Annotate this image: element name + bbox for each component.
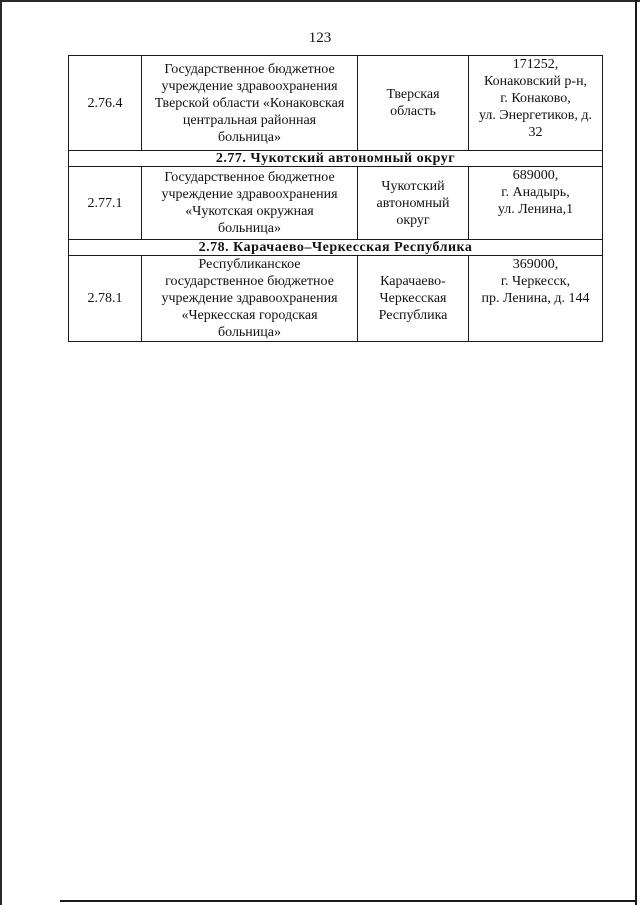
section-header-row	[69, 240, 603, 256]
row-number: 2.76.4	[87, 95, 123, 111]
page-number: 123	[308, 30, 332, 46]
table-row	[69, 56, 603, 151]
address: 171252, Конаковский р-н, г. Конаково, ул. Энергетиков, д. 32	[478, 57, 593, 140]
institution-name-cell	[142, 167, 358, 240]
table-row	[69, 256, 603, 342]
institution-name: Государственное бюджетное учреждение здравоохранения Тверской области «Конаковская центральная районная больница»	[154, 61, 345, 145]
region-cell	[358, 167, 469, 240]
address-cell	[469, 167, 603, 240]
row-number-cell	[69, 167, 142, 240]
region: Тверская область	[386, 87, 440, 119]
address: 689000, г. Анадырь, ул. Ленина,1	[497, 168, 574, 217]
scan-edge-top	[0, 0, 640, 2]
region: Карачаево- Черкесская Республика	[378, 274, 448, 323]
row-number-cell	[69, 256, 142, 342]
row-number: 2.78.1	[87, 291, 123, 306]
region-cell	[358, 256, 469, 342]
address: 369000, г. Черкесск, пр. Ленина, д. 144	[481, 257, 590, 306]
table-row	[69, 167, 603, 240]
institution-name-cell	[142, 256, 358, 342]
section-header-chukotka: 2.77. Чукотский автономный округ	[69, 151, 603, 167]
scan-edge-right	[635, 0, 637, 905]
institutions-table	[68, 55, 603, 342]
address-cell	[469, 256, 603, 342]
region: Чукотский автономный округ	[376, 178, 450, 228]
row-number: 2.77.1	[87, 195, 123, 211]
section-header-row	[69, 151, 603, 167]
institution-name: Республиканское государственное бюджетное учреждение здравоохранения «Черкесская городская больница»	[161, 257, 338, 340]
scan-edge-bottom	[60, 900, 635, 902]
address-cell	[469, 56, 603, 151]
row-number-cell	[69, 56, 142, 151]
section-header-karachay-cherkessia: 2.78. Карачаево–Черкесская Республика	[69, 240, 603, 256]
scan-edge-left	[0, 0, 2, 905]
region-cell	[358, 56, 469, 151]
institution-name: Государственное бюджетное учреждение здравоохранения «Чукотская окружная больница»	[161, 170, 338, 236]
institution-name-cell	[142, 56, 358, 151]
